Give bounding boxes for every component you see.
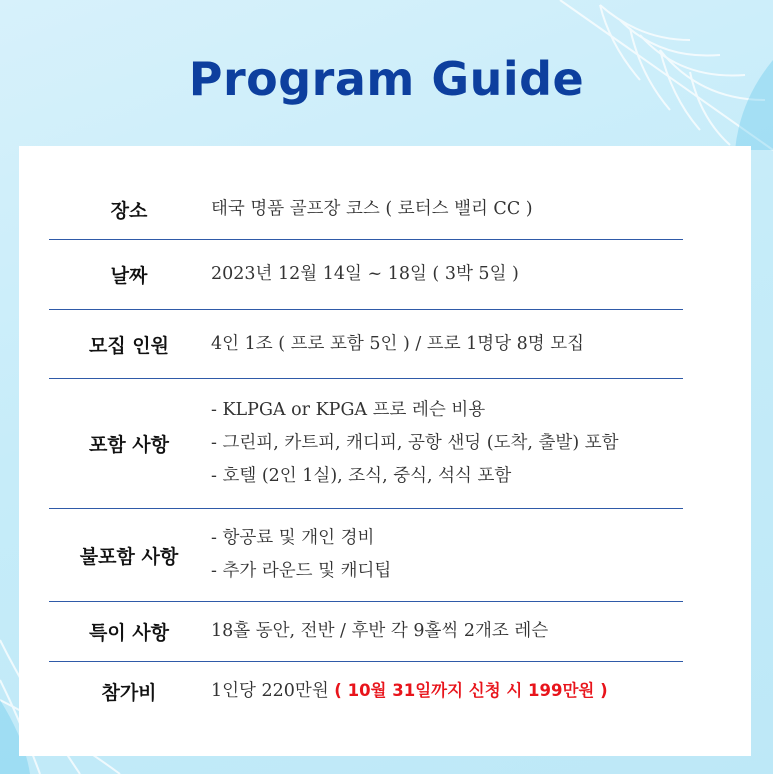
table-row-included — [49, 379, 683, 509]
row-value — [209, 615, 683, 648]
value-line: - 호텔 (2인 1실), 조식, 중식, 석식 포함 — [211, 466, 512, 486]
value-line: - KLPGA or KPGA 프로 레슨 비용 — [211, 400, 486, 420]
page-title: Program Guide — [188, 52, 585, 106]
row-value — [209, 193, 683, 226]
table-row-excluded — [49, 509, 683, 602]
value-line: 태국 명품 골프장 코스 ( 로터스 밸리 CC ) — [211, 199, 533, 219]
row-value — [209, 258, 683, 291]
table-row-fee — [49, 662, 683, 720]
row-label: 장소 — [110, 200, 148, 222]
row-value — [209, 394, 683, 493]
value-line: 2023년 12월 14일 ~ 18일 ( 3박 5일 ) — [211, 264, 519, 284]
row-label: 모집 인원 — [88, 334, 170, 357]
table-row-notes — [49, 602, 683, 662]
early-bird-promo: ( 10월 31일까지 신청 시 199만원 ) — [334, 681, 608, 700]
value-line: 4인 1조 ( 프로 포함 5인 ) / 프로 1명당 8명 모집 — [211, 333, 585, 354]
value-line: - 그린피, 카트피, 캐디피, 공항 샌딩 (도착, 출발) 포함 — [211, 433, 619, 453]
row-label: 불포함 사항 — [79, 545, 179, 568]
row-label: 포함 사항 — [88, 434, 170, 456]
row-value — [209, 674, 683, 708]
row-label: 특이 사항 — [88, 622, 170, 644]
value-line: - 항공료 및 개인 경비 — [211, 528, 375, 548]
fee-price: 1인당 220만원 — [211, 681, 329, 701]
table-row-location — [49, 180, 683, 240]
value-line: - 추가 라운드 및 캐디팁 — [211, 561, 392, 581]
row-value — [209, 522, 683, 588]
program-info-table — [49, 180, 683, 720]
fee-line — [211, 674, 683, 708]
table-row-date — [49, 240, 683, 310]
row-value — [209, 328, 683, 361]
value-line: 18홀 동안, 전반 / 후반 각 9홀씩 2개조 레슨 — [211, 621, 549, 641]
row-label: 참가비 — [101, 681, 157, 704]
row-label: 날짜 — [110, 265, 148, 287]
table-row-capacity — [49, 310, 683, 379]
